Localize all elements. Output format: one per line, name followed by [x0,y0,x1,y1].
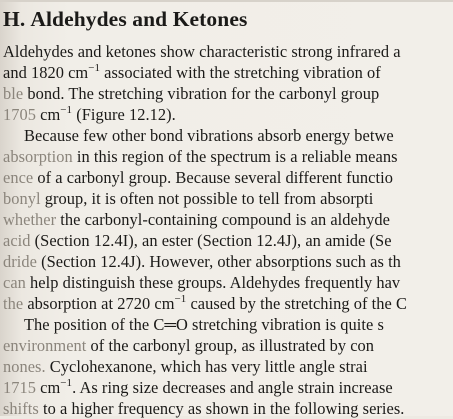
text-line-4: 1705 $cm^{-1}$ (Figure 12.12). [3,103,176,124]
text-line-12: can help distinguish these groups. Aldehydes frequently hav [3,273,401,292]
text-line-8: bonyl group, it is often not possible to tell from absorpti [3,189,374,208]
section-title: Aldehydes and Ketones [30,7,248,31]
text-line-17: 1715 $cm^{-1}$. As ring size decreases and angle strain increase [3,376,393,397]
page-edge [0,0,453,2]
text-line-3: ble bond. The stretching vibration for the carbonyl group [3,84,380,103]
text-line-1: Aldehydes and ketones show characteristic strong infrared a [3,42,401,61]
text-line-18: shifts to a higher frequency as shown in the following series. [3,399,405,418]
text-line-2: and 1820 $cm^{-1}$ associated with the stretching vibration of [3,61,381,82]
text-line-6: absorption in this region of the spectrum is a reliable means [3,147,398,166]
text-line-11: dride (Section 12.4J). However, other absorptions such as th [3,252,401,271]
text-line-15: environment of the carbonyl group, as illustrated by con [3,336,375,355]
text-line-7: ence of a carbonyl group. Because several different functio [3,168,393,187]
text-line-5: Because few other bond vibrations absorb energy betwe [24,126,394,145]
text-line-16: nones. Cyclohexanone, which has very little angle strai [3,357,368,376]
text-line-9: whether the carbonyl-containing compound is an aldehyde [3,210,390,229]
text-line-14: The position of the C═O stretching vibration is quite s [24,315,384,334]
section-number: H. [3,7,26,31]
section-heading [3,5,247,33]
text-line-10: acid (Section 12.4I), an ester (Section 12.4J), an amide (Se [3,231,392,250]
text-line-13: the absorption at 2720 $cm^{-1}$ caused by the stretching of the C [3,292,407,313]
